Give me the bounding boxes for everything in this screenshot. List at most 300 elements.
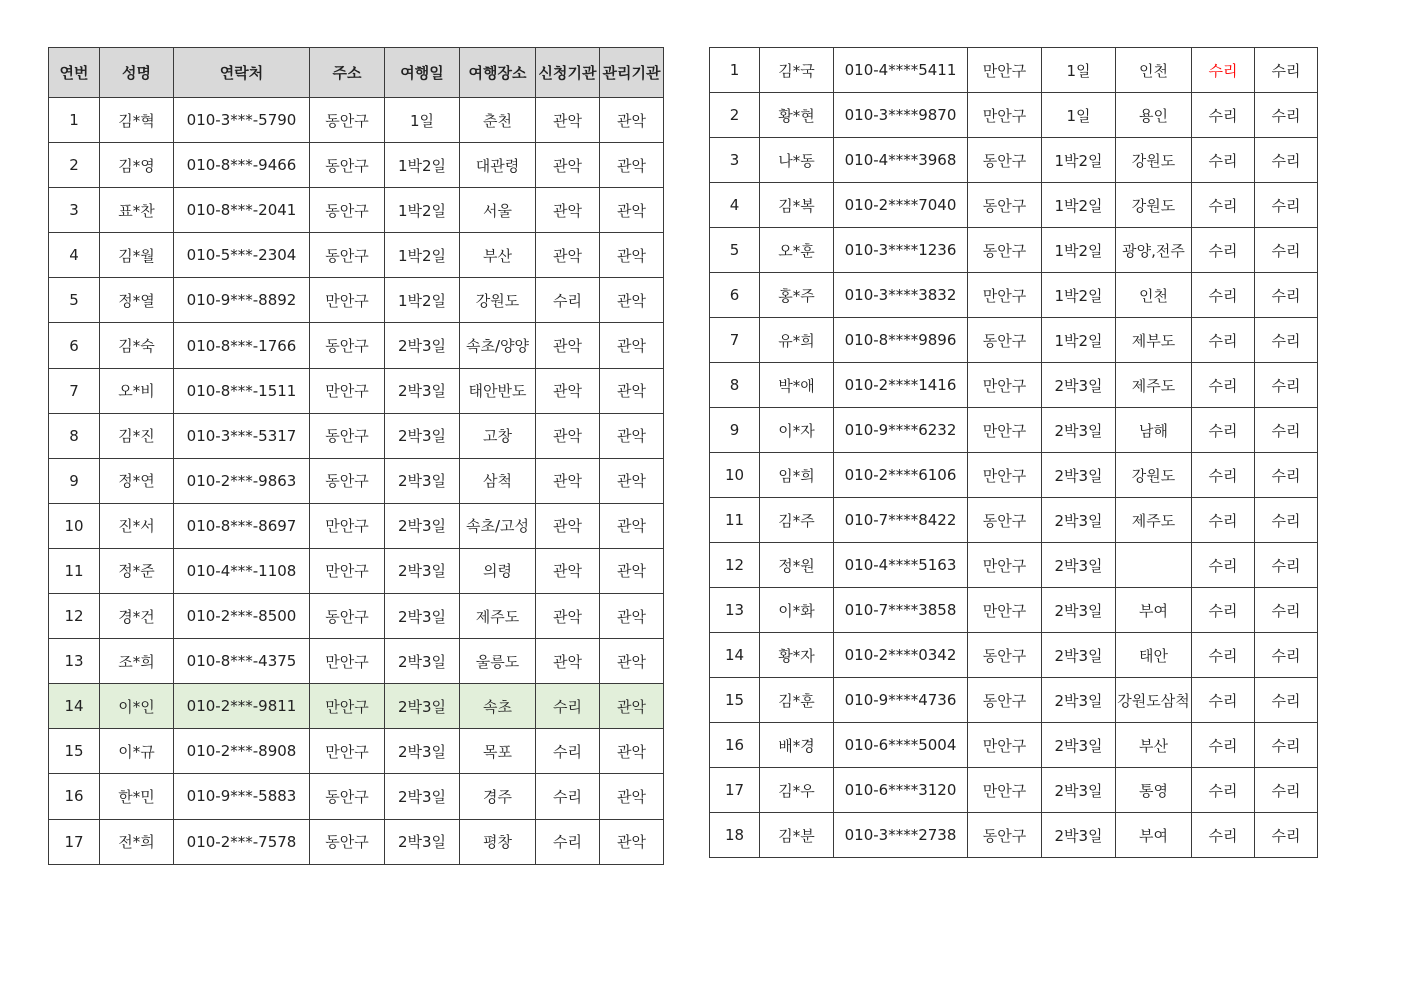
cell-address: 만안구 (310, 548, 385, 593)
cell-managing-agency: 수리 (1255, 228, 1318, 273)
cell-applying-agency: 관악 (536, 503, 600, 548)
cell-applying-agency: 수리 (536, 729, 600, 774)
table-row (49, 143, 664, 188)
cell-no: 12 (49, 594, 100, 639)
table-row (49, 368, 664, 413)
cell-managing-agency: 수리 (1255, 633, 1318, 678)
cell-applying-agency: 수리 (1192, 93, 1255, 138)
cell-address: 만안구 (310, 503, 385, 548)
cell-contact: 010-5***-2304 (174, 233, 310, 278)
cell-address: 동안구 (968, 228, 1042, 273)
cell-applying-agency: 수리 (1192, 363, 1255, 408)
cell-trip-duration: 2박3일 (385, 594, 460, 639)
cell-name: 김*영 (100, 143, 174, 188)
cell-applying-agency: 수리 (536, 684, 600, 729)
cell-managing-agency: 수리 (1255, 408, 1318, 453)
cell-contact: 010-4****5411 (834, 48, 968, 93)
cell-contact: 010-9****6232 (834, 408, 968, 453)
table-row (49, 503, 664, 548)
cell-managing-agency: 수리 (1255, 183, 1318, 228)
table-row (49, 548, 664, 593)
cell-contact: 010-4****5163 (834, 543, 968, 588)
cell-no: 17 (49, 819, 100, 864)
cell-trip-place: 부여 (1116, 813, 1192, 858)
cell-name: 김*국 (760, 48, 834, 93)
cell-trip-duration: 2박3일 (1042, 408, 1116, 453)
cell-contact: 010-2***-9811 (174, 684, 310, 729)
table-row (49, 458, 664, 503)
cell-contact: 010-4***-1108 (174, 548, 310, 593)
cell-managing-agency: 관악 (600, 819, 664, 864)
table-row (710, 48, 1318, 93)
cell-managing-agency: 수리 (1255, 138, 1318, 183)
cell-no: 15 (710, 678, 760, 723)
cell-contact: 010-2****0342 (834, 633, 968, 678)
cell-no: 16 (49, 774, 100, 819)
cell-trip-duration: 2박3일 (1042, 363, 1116, 408)
cell-no: 12 (710, 543, 760, 588)
cell-managing-agency: 관악 (600, 594, 664, 639)
cell-contact: 010-3****9870 (834, 93, 968, 138)
cell-address: 만안구 (310, 278, 385, 323)
cell-trip-duration: 2박3일 (385, 639, 460, 684)
cell-trip-duration: 2박3일 (385, 503, 460, 548)
cell-trip-place: 인천 (1116, 48, 1192, 93)
cell-applying-agency: 수리 (1192, 498, 1255, 543)
cell-no: 1 (49, 98, 100, 143)
cell-no: 10 (710, 453, 760, 498)
cell-managing-agency: 관악 (600, 458, 664, 503)
cell-managing-agency: 관악 (600, 729, 664, 774)
cell-contact: 010-3***-5790 (174, 98, 310, 143)
cell-contact: 010-8***-9466 (174, 143, 310, 188)
table-row (49, 819, 664, 864)
cell-applying-agency: 관악 (536, 639, 600, 684)
cell-trip-duration: 2박3일 (1042, 633, 1116, 678)
header-contact: 연락처 (174, 48, 310, 98)
cell-managing-agency: 관악 (600, 143, 664, 188)
cell-no: 10 (49, 503, 100, 548)
cell-no: 14 (49, 684, 100, 729)
cell-trip-place: 제부도 (1116, 318, 1192, 363)
cell-address: 동안구 (310, 774, 385, 819)
cell-applying-agency: 관악 (536, 233, 600, 278)
table-row (49, 729, 664, 774)
cell-contact: 010-2***-8908 (174, 729, 310, 774)
cell-managing-agency: 수리 (1255, 678, 1318, 723)
cell-trip-place: 부여 (1116, 588, 1192, 633)
cell-contact: 010-9***-8892 (174, 278, 310, 323)
cell-name: 김*숙 (100, 323, 174, 368)
cell-trip-place: 인천 (1116, 273, 1192, 318)
cell-address: 만안구 (310, 368, 385, 413)
cell-applying-agency: 수리 (1192, 48, 1255, 93)
cell-name: 임*희 (760, 453, 834, 498)
cell-contact: 010-6****3120 (834, 768, 968, 813)
cell-contact: 010-3***-5317 (174, 413, 310, 458)
cell-trip-place: 경주 (460, 774, 536, 819)
cell-name: 이*화 (760, 588, 834, 633)
cell-trip-place: 속초 (460, 684, 536, 729)
cell-trip-duration: 1박2일 (385, 233, 460, 278)
cell-managing-agency: 관악 (600, 413, 664, 458)
cell-applying-agency: 관악 (536, 458, 600, 503)
cell-name: 황*자 (760, 633, 834, 678)
cell-contact: 010-8****9896 (834, 318, 968, 363)
cell-name: 이*규 (100, 729, 174, 774)
cell-applying-agency: 관악 (536, 594, 600, 639)
table-row (710, 273, 1318, 318)
cell-applying-agency: 수리 (536, 819, 600, 864)
cell-contact: 010-7****3858 (834, 588, 968, 633)
cell-contact: 010-7****8422 (834, 498, 968, 543)
cell-address: 만안구 (968, 48, 1042, 93)
cell-applying-agency: 수리 (1192, 183, 1255, 228)
table-row (49, 413, 664, 458)
table-row (710, 408, 1318, 453)
cell-address: 동안구 (968, 138, 1042, 183)
cell-name: 김*진 (100, 413, 174, 458)
cell-managing-agency: 관악 (600, 368, 664, 413)
cell-name: 김*복 (760, 183, 834, 228)
cell-address: 동안구 (310, 819, 385, 864)
cell-managing-agency: 관악 (600, 503, 664, 548)
cell-managing-agency: 관악 (600, 684, 664, 729)
cell-trip-duration: 2박3일 (385, 413, 460, 458)
cell-address: 동안구 (968, 813, 1042, 858)
cell-trip-place: 속초/고성 (460, 503, 536, 548)
cell-applying-agency: 관악 (536, 143, 600, 188)
cell-no: 8 (710, 363, 760, 408)
cell-address: 만안구 (310, 684, 385, 729)
cell-managing-agency: 수리 (1255, 318, 1318, 363)
cell-address: 동안구 (310, 413, 385, 458)
cell-address: 만안구 (310, 639, 385, 684)
cell-trip-place: 태안 (1116, 633, 1192, 678)
cell-name: 이*인 (100, 684, 174, 729)
cell-applying-agency: 수리 (1192, 408, 1255, 453)
cell-trip-duration: 2박3일 (1042, 723, 1116, 768)
cell-no: 3 (49, 188, 100, 233)
cell-applying-agency: 수리 (1192, 588, 1255, 633)
cell-managing-agency: 수리 (1255, 48, 1318, 93)
cell-applying-agency: 수리 (1192, 813, 1255, 858)
cell-no: 2 (710, 93, 760, 138)
cell-managing-agency: 관악 (600, 639, 664, 684)
cell-no: 15 (49, 729, 100, 774)
cell-address: 만안구 (968, 588, 1042, 633)
cell-applying-agency: 관악 (536, 98, 600, 143)
cell-no: 13 (710, 588, 760, 633)
cell-trip-place: 고창 (460, 413, 536, 458)
cell-managing-agency: 수리 (1255, 363, 1318, 408)
cell-name: 유*희 (760, 318, 834, 363)
table-row (49, 278, 664, 323)
table-row (710, 633, 1318, 678)
cell-address: 만안구 (310, 729, 385, 774)
cell-managing-agency: 수리 (1255, 588, 1318, 633)
cell-contact: 010-9***-5883 (174, 774, 310, 819)
table-row (710, 768, 1318, 813)
cell-applying-agency: 수리 (1192, 273, 1255, 318)
cell-applying-agency: 관악 (536, 188, 600, 233)
cell-trip-duration: 2박3일 (1042, 813, 1116, 858)
cell-trip-duration: 1박2일 (1042, 183, 1116, 228)
cell-trip-place: 강원도 (1116, 183, 1192, 228)
cell-applying-agency: 수리 (1192, 678, 1255, 723)
cell-trip-place: 태안반도 (460, 368, 536, 413)
table-row (710, 498, 1318, 543)
cell-no: 11 (710, 498, 760, 543)
cell-name: 표*찬 (100, 188, 174, 233)
cell-contact: 010-3****3832 (834, 273, 968, 318)
cell-address: 동안구 (310, 323, 385, 368)
cell-no: 17 (710, 768, 760, 813)
cell-applying-agency: 수리 (1192, 633, 1255, 678)
cell-trip-place: 강원도 (1116, 138, 1192, 183)
header-row (49, 48, 664, 98)
cell-applying-agency: 관악 (536, 548, 600, 593)
cell-trip-duration: 2박3일 (385, 819, 460, 864)
table-row (710, 183, 1318, 228)
cell-trip-place: 강원도 (460, 278, 536, 323)
cell-applying-agency: 관악 (536, 368, 600, 413)
cell-trip-place: 목포 (460, 729, 536, 774)
header-applying-agency: 신청기관 (536, 48, 600, 98)
cell-contact: 010-6****5004 (834, 723, 968, 768)
cell-trip-duration: 2박3일 (385, 684, 460, 729)
cell-trip-place (1116, 543, 1192, 588)
cell-trip-duration: 1일 (1042, 48, 1116, 93)
cell-contact: 010-8***-1511 (174, 368, 310, 413)
cell-applying-agency: 수리 (1192, 543, 1255, 588)
table-row (710, 138, 1318, 183)
cell-address: 동안구 (968, 498, 1042, 543)
cell-contact: 010-2***-9863 (174, 458, 310, 503)
cell-trip-duration: 1박2일 (385, 143, 460, 188)
cell-managing-agency: 수리 (1255, 813, 1318, 858)
cell-contact: 010-3****1236 (834, 228, 968, 273)
table-row (710, 543, 1318, 588)
cell-contact: 010-2***-7578 (174, 819, 310, 864)
cell-name: 정*연 (100, 458, 174, 503)
cell-managing-agency: 수리 (1255, 93, 1318, 138)
table-row (710, 93, 1318, 138)
cell-name: 김*우 (760, 768, 834, 813)
cell-trip-duration: 1박2일 (385, 188, 460, 233)
cell-name: 김*월 (100, 233, 174, 278)
cell-applying-agency: 관악 (536, 323, 600, 368)
cell-name: 김*혁 (100, 98, 174, 143)
cell-trip-duration: 2박3일 (1042, 498, 1116, 543)
cell-applying-agency: 수리 (1192, 318, 1255, 363)
cell-trip-duration: 2박3일 (1042, 543, 1116, 588)
cell-trip-duration: 2박3일 (1042, 588, 1116, 633)
cell-trip-duration: 2박3일 (1042, 678, 1116, 723)
cell-trip-duration: 1박2일 (1042, 273, 1116, 318)
cell-no: 1 (710, 48, 760, 93)
table-row (49, 684, 664, 729)
cell-name: 김*주 (760, 498, 834, 543)
cell-trip-place: 의령 (460, 548, 536, 593)
cell-contact: 010-8***-1766 (174, 323, 310, 368)
cell-no: 4 (710, 183, 760, 228)
cell-address: 동안구 (310, 98, 385, 143)
cell-address: 만안구 (968, 723, 1042, 768)
cell-name: 나*동 (760, 138, 834, 183)
cell-name: 한*민 (100, 774, 174, 819)
cell-contact: 010-2****6106 (834, 453, 968, 498)
cell-trip-duration: 1박2일 (385, 278, 460, 323)
cell-applying-agency: 수리 (536, 774, 600, 819)
cell-name: 배*경 (760, 723, 834, 768)
cell-applying-agency: 관악 (536, 413, 600, 458)
cell-name: 박*애 (760, 363, 834, 408)
cell-contact: 010-8***-8697 (174, 503, 310, 548)
cell-managing-agency: 수리 (1255, 273, 1318, 318)
cell-no: 7 (710, 318, 760, 363)
cell-managing-agency: 수리 (1255, 723, 1318, 768)
table-row (710, 453, 1318, 498)
cell-trip-place: 광양,전주 (1116, 228, 1192, 273)
cell-trip-duration: 2박3일 (1042, 453, 1116, 498)
cell-managing-agency: 수리 (1255, 498, 1318, 543)
cell-no: 18 (710, 813, 760, 858)
table-row (49, 188, 664, 233)
cell-managing-agency: 관악 (600, 548, 664, 593)
cell-trip-place: 대관령 (460, 143, 536, 188)
cell-address: 만안구 (968, 453, 1042, 498)
table-row (710, 678, 1318, 723)
table-row (710, 723, 1318, 768)
cell-address: 동안구 (968, 183, 1042, 228)
cell-name: 오*훈 (760, 228, 834, 273)
cell-name: 정*준 (100, 548, 174, 593)
header-managing-agency: 관리기관 (600, 48, 664, 98)
cell-trip-duration: 2박3일 (385, 729, 460, 774)
cell-no: 2 (49, 143, 100, 188)
cell-name: 정*원 (760, 543, 834, 588)
cell-address: 만안구 (968, 408, 1042, 453)
cell-no: 5 (710, 228, 760, 273)
cell-name: 오*비 (100, 368, 174, 413)
cell-trip-place: 춘천 (460, 98, 536, 143)
cell-trip-duration: 2박3일 (385, 548, 460, 593)
cell-address: 만안구 (968, 768, 1042, 813)
cell-trip-place: 울릉도 (460, 639, 536, 684)
cell-trip-place: 용인 (1116, 93, 1192, 138)
cell-trip-place: 남해 (1116, 408, 1192, 453)
table-row (49, 98, 664, 143)
cell-no: 16 (710, 723, 760, 768)
cell-no: 3 (710, 138, 760, 183)
cell-managing-agency: 관악 (600, 233, 664, 278)
trip-applicants-table-left (48, 47, 664, 865)
cell-no: 9 (710, 408, 760, 453)
cell-trip-duration: 2박3일 (385, 458, 460, 503)
cell-no: 7 (49, 368, 100, 413)
cell-no: 9 (49, 458, 100, 503)
cell-trip-place: 제주도 (1116, 498, 1192, 543)
cell-contact: 010-2***-8500 (174, 594, 310, 639)
cell-applying-agency: 수리 (1192, 723, 1255, 768)
cell-contact: 010-4****3968 (834, 138, 968, 183)
cell-address: 동안구 (968, 633, 1042, 678)
trip-applicants-table-right (709, 47, 1318, 858)
cell-applying-agency: 수리 (1192, 453, 1255, 498)
cell-no: 13 (49, 639, 100, 684)
cell-trip-duration: 1박2일 (1042, 138, 1116, 183)
cell-trip-duration: 2박3일 (385, 368, 460, 413)
cell-contact: 010-2****7040 (834, 183, 968, 228)
header-no: 연번 (49, 48, 100, 98)
cell-name: 황*현 (760, 93, 834, 138)
cell-address: 동안구 (310, 143, 385, 188)
cell-trip-duration: 1일 (1042, 93, 1116, 138)
cell-address: 만안구 (968, 363, 1042, 408)
cell-trip-duration: 1일 (385, 98, 460, 143)
cell-trip-duration: 1박2일 (1042, 318, 1116, 363)
cell-managing-agency: 수리 (1255, 543, 1318, 588)
cell-trip-duration: 2박3일 (385, 774, 460, 819)
cell-contact: 010-8***-4375 (174, 639, 310, 684)
cell-managing-agency: 관악 (600, 774, 664, 819)
cell-applying-agency: 수리 (536, 278, 600, 323)
cell-name: 이*자 (760, 408, 834, 453)
cell-trip-place: 제주도 (460, 594, 536, 639)
cell-address: 동안구 (310, 233, 385, 278)
cell-trip-place: 서울 (460, 188, 536, 233)
cell-trip-duration: 2박3일 (385, 323, 460, 368)
cell-managing-agency: 관악 (600, 188, 664, 233)
cell-applying-agency: 수리 (1192, 768, 1255, 813)
cell-trip-place: 강원도삼척 (1116, 678, 1192, 723)
cell-name: 김*훈 (760, 678, 834, 723)
cell-trip-place: 속초/양양 (460, 323, 536, 368)
cell-address: 동안구 (310, 188, 385, 233)
cell-trip-place: 강원도 (1116, 453, 1192, 498)
cell-name: 조*희 (100, 639, 174, 684)
header-trip-duration: 여행일 (385, 48, 460, 98)
cell-contact: 010-9****4736 (834, 678, 968, 723)
cell-contact: 010-3****2738 (834, 813, 968, 858)
table-row (49, 639, 664, 684)
cell-name: 정*열 (100, 278, 174, 323)
table-row (710, 813, 1318, 858)
cell-address: 동안구 (968, 318, 1042, 363)
table-row (49, 774, 664, 819)
cell-applying-agency: 수리 (1192, 228, 1255, 273)
table-row (710, 318, 1318, 363)
cell-address: 만안구 (968, 93, 1042, 138)
cell-address: 만안구 (968, 273, 1042, 318)
cell-address: 동안구 (310, 458, 385, 503)
table-row (49, 594, 664, 639)
cell-trip-place: 통영 (1116, 768, 1192, 813)
header-address: 주소 (310, 48, 385, 98)
cell-managing-agency: 관악 (600, 98, 664, 143)
cell-name: 홍*주 (760, 273, 834, 318)
table-row (49, 323, 664, 368)
cell-trip-place: 부산 (1116, 723, 1192, 768)
cell-managing-agency: 수리 (1255, 453, 1318, 498)
cell-contact: 010-8***-2041 (174, 188, 310, 233)
cell-no: 11 (49, 548, 100, 593)
cell-trip-place: 제주도 (1116, 363, 1192, 408)
cell-trip-duration: 2박3일 (1042, 768, 1116, 813)
cell-no: 8 (49, 413, 100, 458)
cell-address: 동안구 (310, 594, 385, 639)
